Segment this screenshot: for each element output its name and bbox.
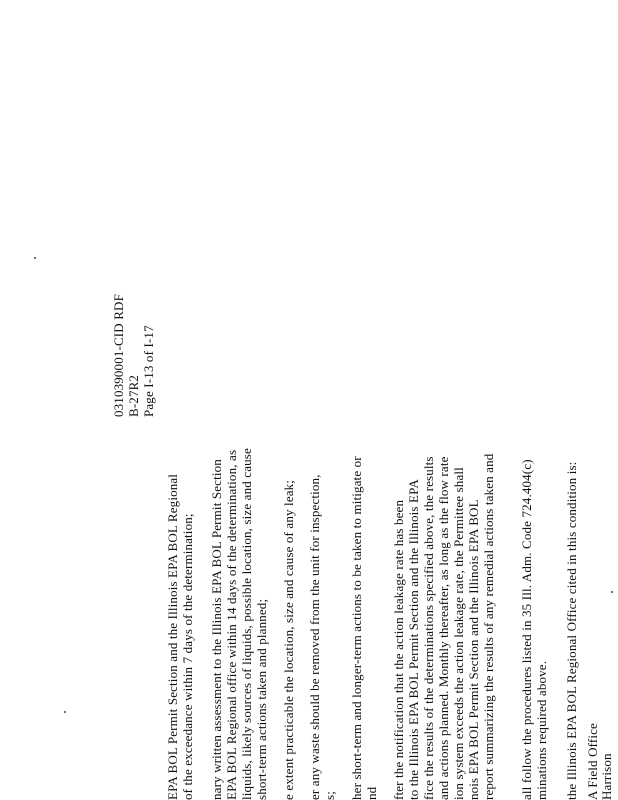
- body-line: minations required above.: [534, 660, 549, 800]
- body-line: report summarizing the results of any remedial actions taken and: [481, 453, 496, 800]
- page-number: Page I-13 of I-17: [141, 325, 156, 417]
- body-line: short-term actions taken and planned;: [254, 598, 269, 800]
- body-line: EPA BOL Permit Section and the Illinois EPA BOL Regional: [165, 473, 180, 800]
- body-line: EPA BOL Regional office within 14 days of the determination, as: [224, 449, 239, 800]
- body-line: nd: [364, 786, 379, 800]
- body-line: the Illinois EPA BOL Regional Office cited in this condition is:: [564, 461, 579, 800]
- body-line: of the exceedance within 7 days of the determination;: [180, 513, 195, 800]
- body-line: all follow the procedures listed in 35 Ill. Adm. Code 724.404(c): [519, 459, 534, 800]
- body-line: to the Illinois EPA BOL Permit Section and the Illinois EPA: [406, 479, 421, 800]
- body-line: e extent practicable the location, size and cause of any leak;: [281, 479, 296, 800]
- body-line: ion system exceeds the action leakage rate, the Permittee shall: [451, 467, 466, 800]
- body-line: fice the results of the determinations specified above, the results: [421, 456, 436, 800]
- body-line: nary written assessment to the Illinois EPA BOL Permit Section: [209, 459, 224, 800]
- document-id: 0310390001-CID RDF: [111, 294, 126, 417]
- body-line: fter the notification that the action leakage rate has been: [391, 499, 406, 800]
- body-line: and actions planned. Monthly thereafter, as long as the flow rate: [436, 456, 451, 800]
- body-line: A Field Office: [585, 723, 600, 800]
- body-line: her short-term and longer-term actions to be taken to mitigate or: [349, 456, 364, 800]
- body-line: s;: [322, 791, 337, 800]
- body-line: liquids, likely sources of liquids, possible location, size and cause: [239, 448, 254, 800]
- body-line: er any waste should be removed from the unit for inspection,: [307, 474, 322, 800]
- body-line: Harrison: [599, 753, 614, 800]
- body-line: nois EPA BOL Permit Section and the Illinois EPA BOL: [466, 499, 481, 800]
- log-number: B-27R2: [126, 374, 141, 417]
